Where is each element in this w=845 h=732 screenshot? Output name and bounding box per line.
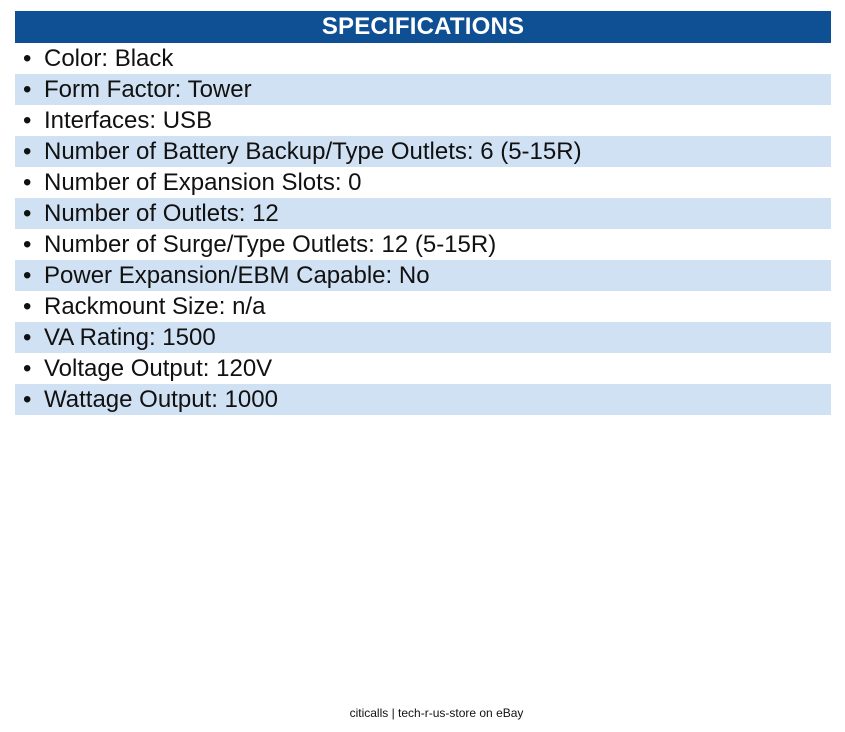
spec-text: VA Rating: 1500 (44, 324, 216, 351)
spec-item (15, 322, 831, 353)
spec-item (15, 105, 831, 136)
spec-text: Number of Battery Backup/Type Outlets: 6 (5-15R) (44, 138, 582, 165)
specifications-table (15, 11, 831, 415)
bullet-icon: • (23, 169, 32, 196)
spec-item (15, 229, 831, 260)
bullet-icon: • (23, 324, 32, 351)
spec-text: Number of Expansion Slots: 0 (44, 169, 362, 196)
bullet-icon: • (23, 293, 32, 320)
spec-text: Power Expansion/EBM Capable: No (44, 262, 430, 289)
spec-text: Number of Surge/Type Outlets: 12 (5-15R) (44, 231, 497, 258)
spec-text: Form Factor: Tower (44, 76, 252, 103)
spec-item (15, 291, 831, 322)
bullet-icon: • (23, 76, 32, 103)
bullet-icon: • (23, 45, 32, 72)
bullet-icon: • (23, 355, 32, 382)
spec-item (15, 260, 831, 291)
spec-text: Rackmount Size: n/a (44, 293, 266, 320)
bullet-icon: • (23, 107, 32, 134)
spec-item (15, 353, 831, 384)
spec-text: Wattage Output: 1000 (44, 386, 278, 413)
bullet-icon: • (23, 262, 32, 289)
spec-item (15, 198, 831, 229)
footer-credit: citicalls | tech-r-us-store on eBay (349, 706, 524, 720)
spec-text: Voltage Output: 120V (44, 355, 273, 382)
specifications-header: SPECIFICATIONS (15, 11, 831, 43)
spec-item (15, 74, 831, 105)
bullet-icon: • (23, 200, 32, 227)
bullet-icon: • (23, 386, 32, 413)
bullet-icon: • (23, 138, 32, 165)
spec-text: Interfaces: USB (44, 107, 213, 134)
spec-item (15, 384, 831, 415)
spec-item (15, 136, 831, 167)
spec-text: Color: Black (44, 45, 174, 72)
bullet-icon: • (23, 231, 32, 258)
specifications-list (15, 43, 831, 415)
spec-text: Number of Outlets: 12 (44, 200, 279, 227)
spec-item (15, 43, 831, 74)
spec-item (15, 167, 831, 198)
